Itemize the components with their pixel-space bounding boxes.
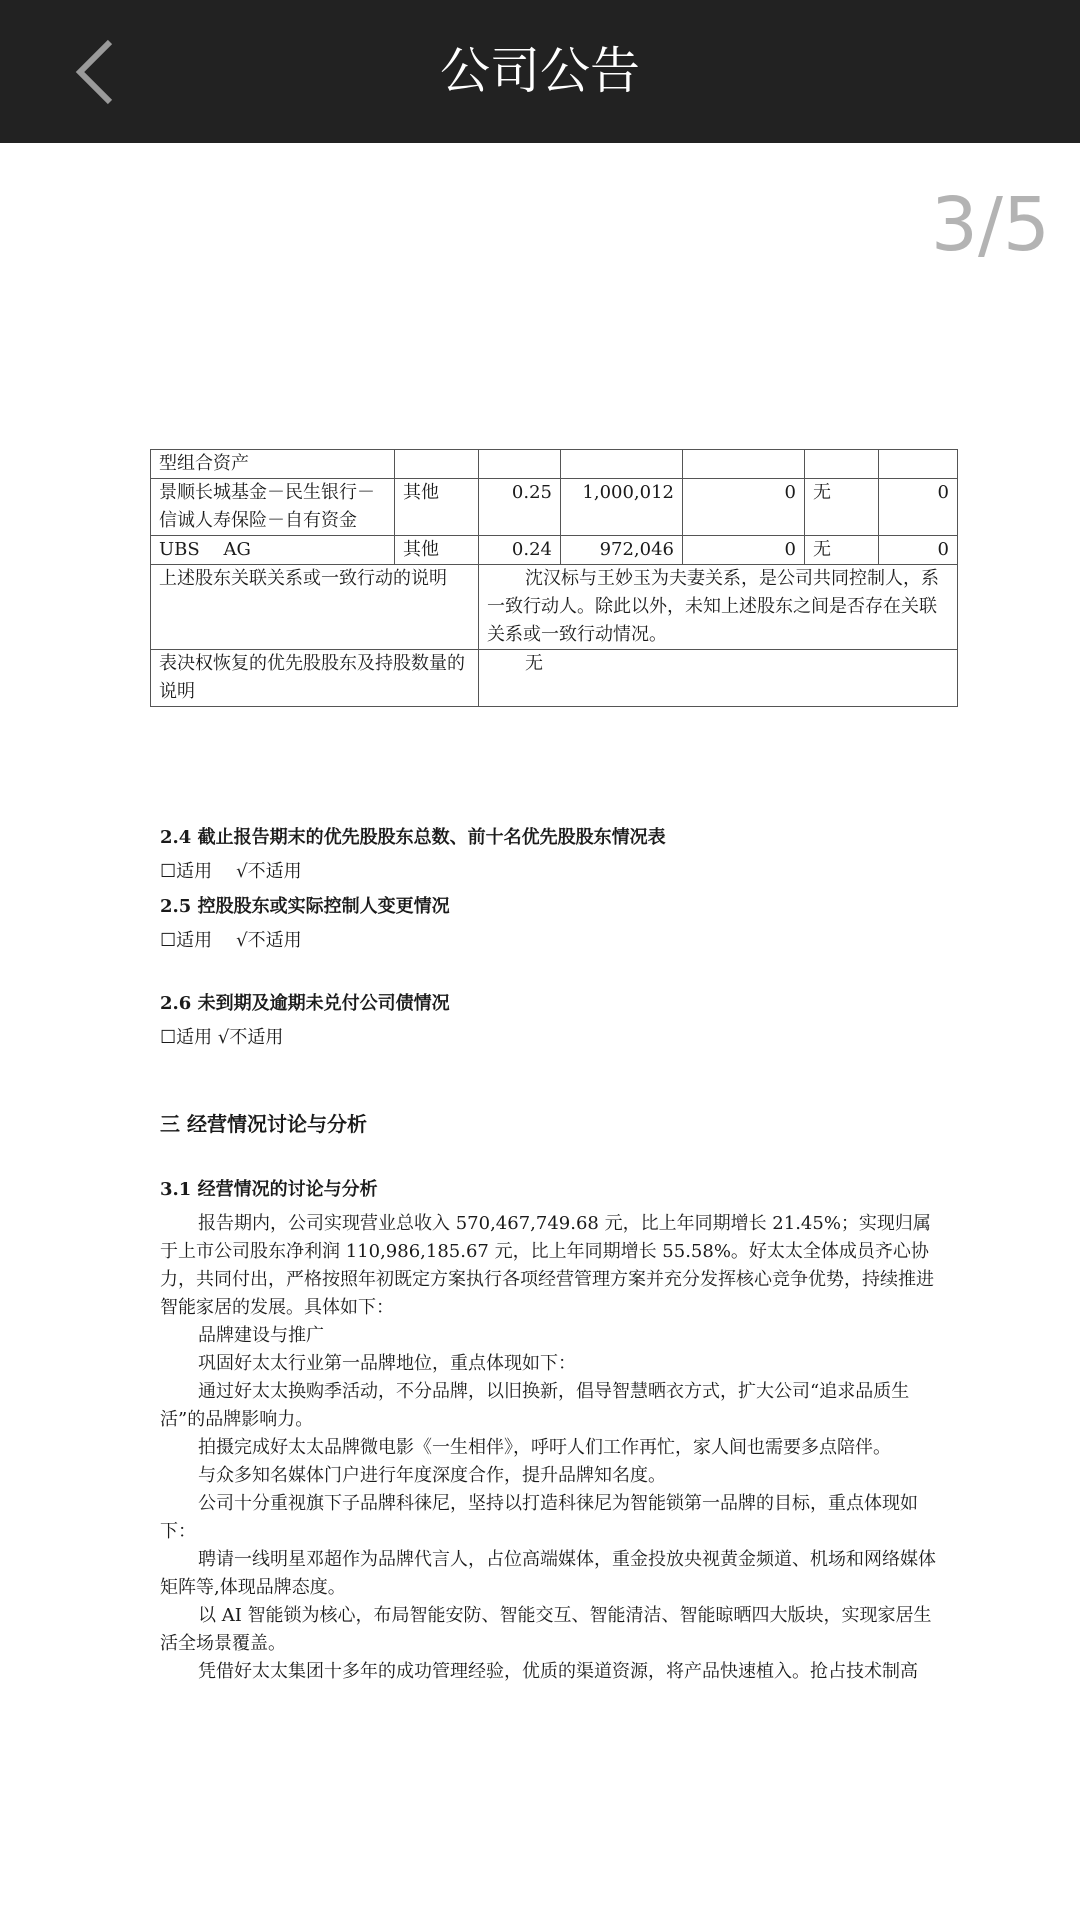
paragraph: 以 AI 智能锁为核心，布局智能安防、智能交互、智能清洁、智能晾晒四大版块，实现家居生活全场景覆盖。: [160, 1605, 932, 1654]
top-app-bar: [0, 0, 1080, 143]
section-2-6: [160, 990, 946, 1052]
table-cell: 其他: [395, 479, 479, 536]
table-row: [151, 479, 958, 536]
table-cell: [805, 450, 879, 479]
table-cell: 无: [805, 479, 879, 536]
table-cell: 无: [805, 536, 879, 565]
option-line: ☐适用 √不适用: [160, 1027, 284, 1048]
table-row: [151, 565, 958, 650]
paragraph: 聘请一线明星邓超作为品牌代言人，占位高端媒体，重金投放央视黄金频道、机场和网络媒体矩阵等,体现品牌态度。: [160, 1549, 936, 1598]
section-2-5: [160, 893, 946, 955]
section-heading: 2.6 未到期及逾期未兑付公司债情况: [160, 993, 450, 1014]
table-cell: 0: [683, 479, 805, 536]
table-cell: 其他: [395, 536, 479, 565]
option-not-applicable: √不适用: [236, 861, 302, 882]
table-cell: 沈汉标与王妙玉为夫妻关系，是公司共同控制人，系一致行动人。除此以外，未知上述股东之间是否存在关联关系或一致行动情况。: [479, 565, 958, 650]
table-cell: 0.24: [479, 536, 561, 565]
table-cell: 0: [879, 479, 958, 536]
table-cell: [879, 450, 958, 479]
table-cell: UBS AG: [151, 536, 395, 565]
table-cell: 972,046: [561, 536, 683, 565]
option-line: [160, 927, 946, 955]
table-row: [151, 536, 958, 565]
table-cell: [479, 450, 561, 479]
table-cell: [561, 450, 683, 479]
table-cell: 1,000,012: [561, 479, 683, 536]
table-cell: 0: [683, 536, 805, 565]
paragraph: 通过好太太换购季活动，不分品牌，以旧换新，倡导智慧晒衣方式，扩大公司“追求品质生活”的品牌影响力。: [160, 1381, 910, 1430]
table-row: [151, 650, 958, 707]
section-heading: 2.4 截止报告期末的优先股股东总数、前十名优先股股东情况表: [160, 827, 666, 848]
table-row: [151, 450, 958, 479]
paragraph: 与众多知名媒体门户进行年度深度合作，提升品牌知名度。: [198, 1465, 666, 1486]
paragraph: 报告期内，公司实现营业总收入 570,467,749.68 元，比上年同期增长 21.45%；实现归属于上市公司股东净利润 110,986,185.67 元，比上年同期增长 55.58%。好太太全体成员齐心协力，共同付出，严格按照年初既定方案执行各项经营管理方案并充分发挥核心竞争优势，持续推进智能家居的发展。具体如下：: [160, 1213, 934, 1318]
option-not-applicable: √不适用: [236, 930, 302, 951]
paragraph: 凭借好太太集团十多年的成功管理经验，优质的渠道资源，将产品快速植入。抢占技术制高: [198, 1661, 918, 1682]
section-2-4: [160, 824, 946, 886]
paragraph: 公司十分重视旗下子品牌科徕尼，坚持以打造科徕尼为智能锁第一品牌的目标，重点体现如下：: [160, 1493, 918, 1542]
table-cell: 0.25: [479, 479, 561, 536]
table-cell: [683, 450, 805, 479]
paragraph: 拍摄完成好太太品牌微电影《一生相伴》，呼吁人们工作再忙，家人间也需要多点陪伴。: [198, 1437, 891, 1458]
table-cell: 无: [479, 650, 958, 707]
section-3-1: [160, 1176, 946, 1686]
table-cell: 表决权恢复的优先股股东及持股数量的说明: [151, 650, 479, 707]
option-applicable: ☐适用: [160, 930, 213, 951]
table-cell: 景顺长城基金－民生银行－信诚人寿保险－自有资金: [151, 479, 395, 536]
table-cell: [395, 450, 479, 479]
page-title: 公司公告: [440, 42, 640, 100]
chapter-heading: 三 经营情况讨论与分析: [160, 1112, 367, 1136]
table-cell: 上述股东关联关系或一致行动的说明: [151, 565, 479, 650]
paragraph: 品牌建设与推广: [198, 1325, 324, 1346]
section-heading: 3.1 经营情况的讨论与分析: [160, 1179, 378, 1200]
table-cell: 0: [879, 536, 958, 565]
section-heading: 2.5 控股股东或实际控制人变更情况: [160, 896, 450, 917]
option-line: [160, 858, 946, 886]
paragraph: 巩固好太太行业第一品牌地位，重点体现如下：: [198, 1353, 576, 1374]
page-indicator: 3/5: [930, 182, 1050, 268]
body-text: [160, 1210, 946, 1686]
option-applicable: ☐适用: [160, 861, 213, 882]
shareholder-table: [150, 449, 958, 707]
table-cell: 型组合资产: [151, 450, 395, 479]
